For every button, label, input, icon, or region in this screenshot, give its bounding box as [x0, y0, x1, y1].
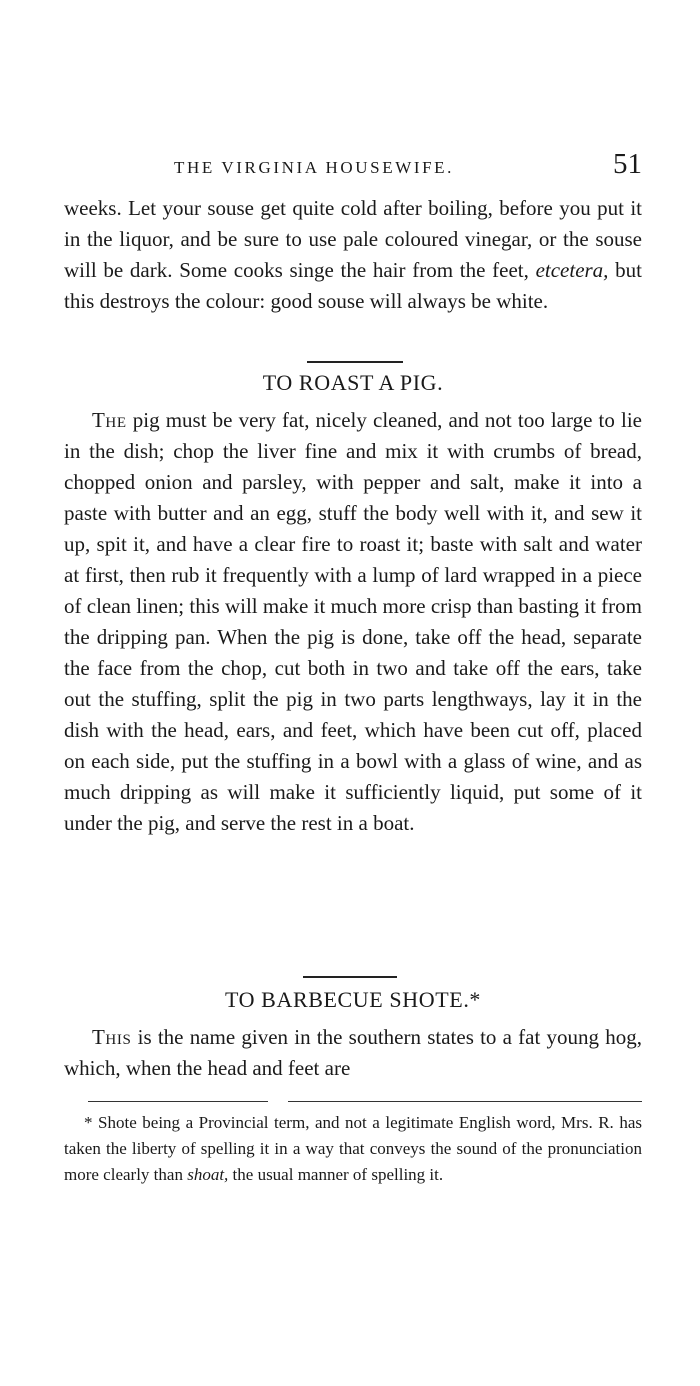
footnote-italic-shoat: shoat,	[187, 1165, 229, 1184]
roast-pig-text: pig must be very fat, nicely cleaned, and not too large to lie in the dish; chop the liver fine and mix it with crumbs of bread, chopped onion and parsley, with pepper and salt, make it into a paste with butter and an egg, stuff the body well with it, and sew it up, spit it, and have a clear fire to roast it; baste with salt and water at first, then rub it frequently with a lump of lard wrapped in a piece of clean linen; this will make it much more crisp than basting it from the dripping pan. When the pig is done, take off the head, separate the face from the chop, cut both in two and take off the ears, take out the stuffing, split the pig in two parts lengthways, lay it in the dish with the head, ears, and feet, which have been cut off, placed on each side, put the stuffing in a bowl with a glass of wine, and as much dripping as will make it sufficiently liquid, put some of it under the pig, and serve the rest in a boat.	[64, 408, 642, 835]
footnote-text-2: the usual manner of spelling it.	[228, 1165, 444, 1184]
footnote	[64, 1110, 642, 1188]
roast-pig-lead-word: The	[92, 408, 127, 432]
intro-text-1: weeks. Let your souse get quite cold after boiling, before you put it in the liquor, and be sure to use pale coloured vinegar, or the souse will be dark. Some cooks singe the hair from the feet,	[64, 196, 642, 282]
barbecue-shote-lead-word: This	[92, 1025, 132, 1049]
heading-barbecue-shote: TO BARBECUE SHOTE.*	[224, 987, 482, 1012]
footnote-rule	[88, 1101, 268, 1102]
heading-roast-pig: TO ROAST A PIG.	[262, 370, 444, 395]
section-divider	[303, 976, 397, 978]
section-divider	[307, 361, 403, 363]
barbecue-shote-paragraph	[64, 1022, 642, 1084]
intro-italic-etcetera: etcetera,	[535, 258, 609, 282]
intro-text-2: but this destroys the colour: good souse will always be white.	[64, 258, 642, 313]
running-head	[64, 148, 642, 188]
intro-paragraph	[64, 193, 642, 317]
roast-pig-paragraph	[64, 405, 642, 839]
barbecue-shote-text: is the name given in the southern states to a fat young hog, which, when the head and feet are	[64, 1025, 642, 1080]
footnote-rule	[288, 1101, 642, 1102]
footnote-text-1: * Shote being a Provincial term, and not a legitimate English word, Mrs. R. has taken the liberty of spelling it in a way that conveys the sound of the pronunciation more clearly than	[64, 1113, 642, 1184]
running-title: THE VIRGINIA HOUSEWIFE.	[174, 158, 454, 177]
page-number: 51	[613, 148, 642, 180]
